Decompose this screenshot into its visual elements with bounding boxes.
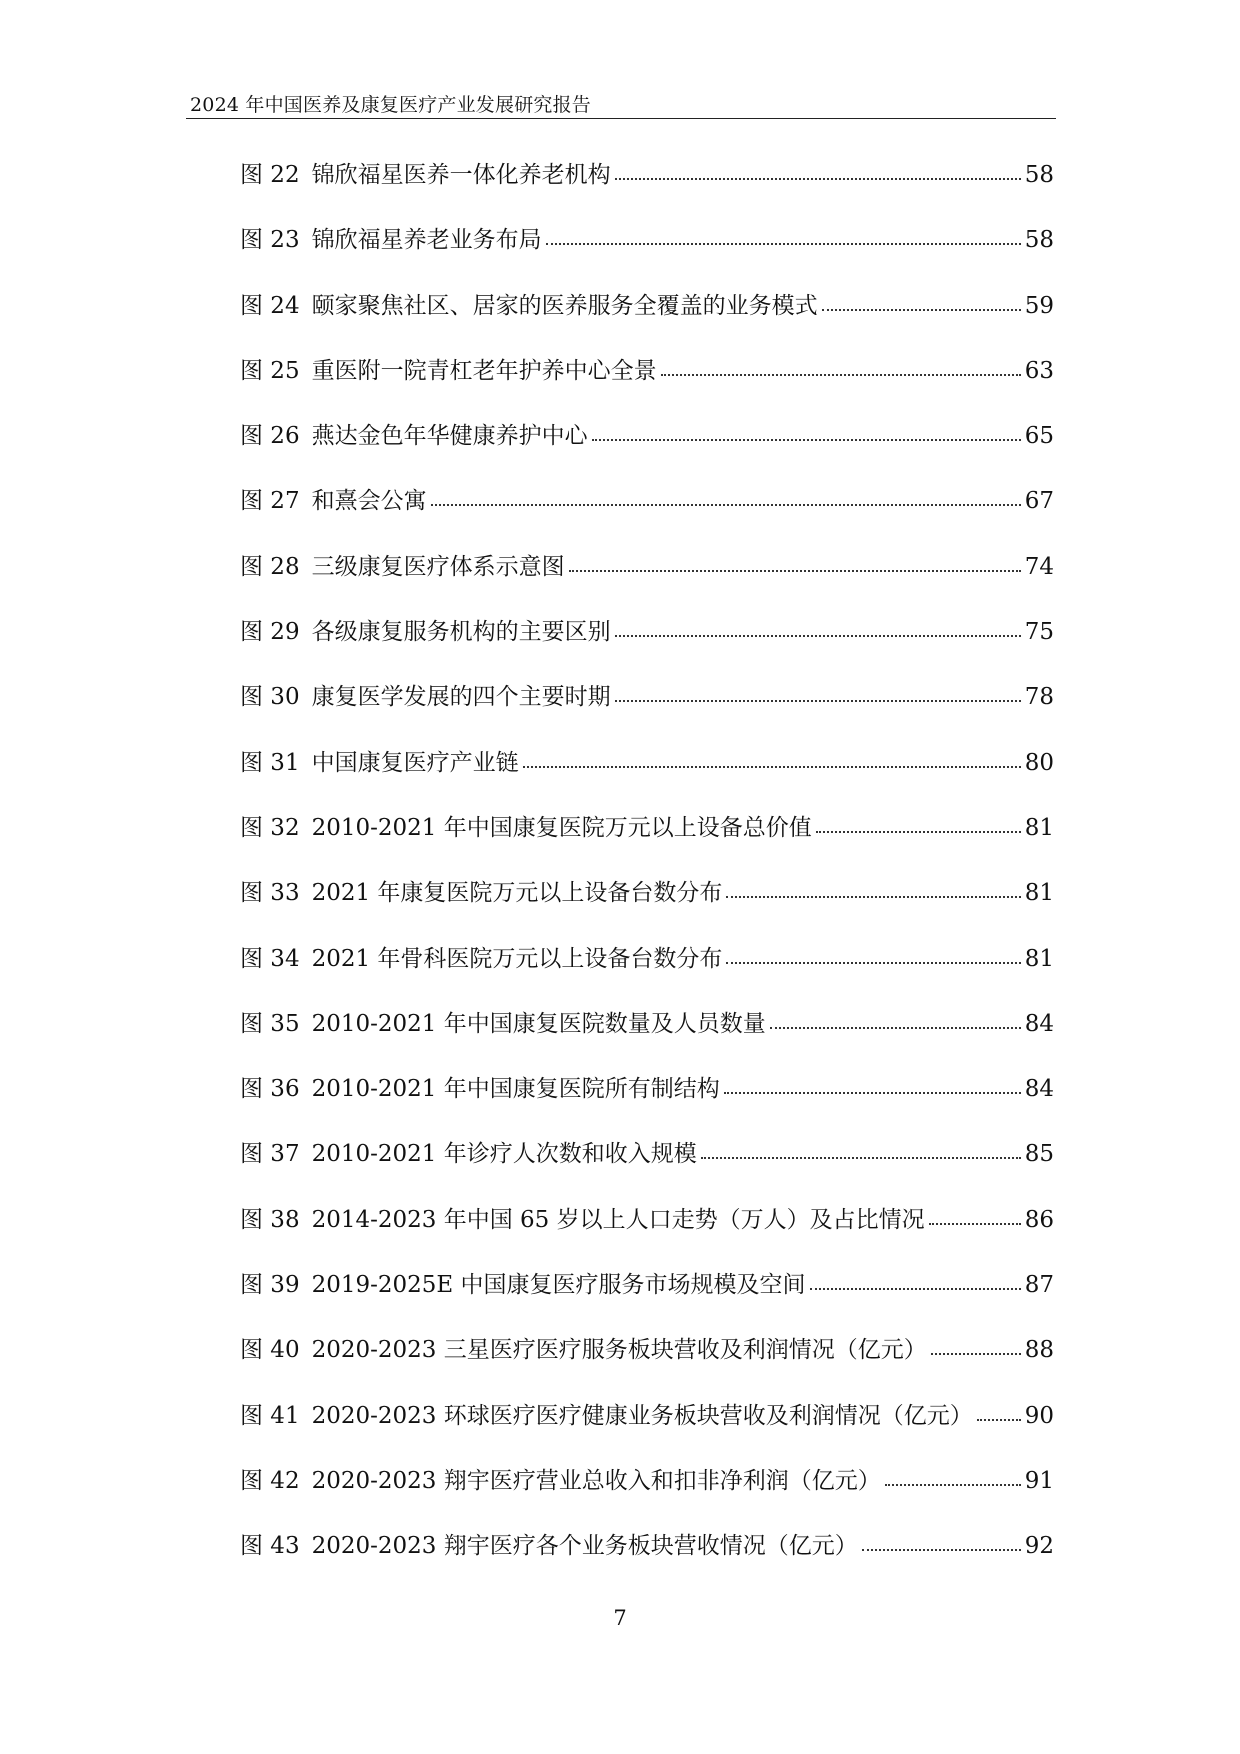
toc-entry-page: 85 — [1024, 1141, 1054, 1168]
toc-entry-label: 图 22 — [240, 162, 300, 188]
toc-entry-page: 75 — [1024, 619, 1054, 646]
toc-entry-label: 图 41 — [240, 1402, 300, 1429]
toc-entry-page: 58 — [1024, 162, 1054, 188]
toc-entry-title: 各级康复服务机构的主要区别 — [311, 619, 611, 646]
dot-leader — [724, 1092, 1021, 1094]
dot-leader — [569, 570, 1021, 572]
toc-entry-label: 图 39 — [240, 1272, 300, 1299]
toc-entry-label: 图 43 — [240, 1533, 300, 1560]
toc-entry-title: 三级康复医疗体系示意图 — [311, 553, 565, 580]
dot-leader — [885, 1484, 1021, 1486]
toc-entry[interactable] — [240, 744, 1054, 809]
toc-entry-label: 图 36 — [240, 1076, 300, 1103]
toc-entry-label: 图 26 — [240, 423, 300, 450]
toc-entry-label: 图 23 — [240, 227, 300, 254]
dot-leader — [929, 1223, 1021, 1225]
toc-entry-page: 59 — [1024, 292, 1054, 319]
toc-entry-label: 图 42 — [240, 1467, 300, 1494]
toc-entry[interactable] — [240, 156, 1054, 221]
toc-entry-page: 84 — [1024, 1076, 1054, 1103]
toc-entry[interactable] — [240, 1462, 1054, 1527]
dot-leader — [615, 700, 1021, 702]
toc-entry[interactable] — [240, 1070, 1054, 1135]
toc-entry-title: 和熹会公寓 — [311, 488, 427, 515]
dot-leader — [862, 1549, 1021, 1551]
toc-entry-label: 图 25 — [240, 357, 300, 384]
toc-entry-page: 92 — [1024, 1533, 1054, 1560]
toc-entry[interactable] — [240, 613, 1054, 678]
toc-entry-page: 63 — [1024, 357, 1054, 384]
page-header — [186, 84, 1056, 119]
toc-entry-title: 2010-2021 年中国康复医院万元以上设备总价值 — [311, 814, 812, 841]
toc-entry[interactable] — [240, 1331, 1054, 1396]
toc-entry[interactable] — [240, 1005, 1054, 1070]
toc-entry-title: 2020-2023 翔宇医疗营业总收入和扣非净利润（亿元） — [311, 1467, 881, 1494]
toc-entry-label: 图 24 — [240, 292, 300, 319]
toc-entry-title: 锦欣福星养老业务布局 — [311, 227, 542, 254]
toc-entry-page: 90 — [1024, 1402, 1054, 1429]
toc-entry[interactable] — [240, 1266, 1054, 1331]
toc-entry-title: 2021 年康复医院万元以上设备台数分布 — [311, 880, 723, 907]
dot-leader — [523, 766, 1021, 768]
dot-leader — [977, 1419, 1021, 1421]
toc-entry-page: 74 — [1024, 553, 1054, 580]
toc-entry-title: 燕达金色年华健康养护中心 — [311, 423, 588, 450]
toc-entry-page: 84 — [1024, 1010, 1054, 1037]
toc-entry[interactable] — [240, 874, 1054, 939]
toc-entry-label: 图 37 — [240, 1141, 300, 1168]
toc-entry[interactable] — [240, 548, 1054, 613]
toc-entry-page: 78 — [1024, 684, 1054, 711]
toc-entry-page: 80 — [1024, 749, 1054, 776]
toc-entry-label: 图 27 — [240, 488, 300, 515]
toc-entry-page: 81 — [1024, 945, 1054, 972]
toc-entry-title: 2010-2021 年中国康复医院所有制结构 — [311, 1076, 720, 1103]
toc-entry-title: 2014-2023 年中国 65 岁以上人口走势（万人）及占比情况 — [311, 1206, 925, 1233]
toc-entry-title: 2010-2021 年诊疗人次数和收入规模 — [311, 1141, 697, 1168]
dot-leader — [661, 374, 1021, 376]
toc-entry-title: 2010-2021 年中国康复医院数量及人员数量 — [311, 1010, 766, 1037]
toc-entry-label: 图 28 — [240, 553, 300, 580]
dot-leader — [431, 504, 1021, 506]
dot-leader — [770, 1027, 1021, 1029]
toc-entry[interactable] — [240, 809, 1054, 874]
dot-leader — [810, 1288, 1021, 1290]
page-number: 7 — [613, 1606, 627, 1630]
dot-leader — [615, 635, 1021, 637]
toc-entry-title: 重医附一院青杠老年护养中心全景 — [311, 357, 657, 384]
toc-entry[interactable] — [240, 1527, 1054, 1592]
toc-entry[interactable] — [240, 352, 1054, 417]
toc-entry-title: 颐家聚焦社区、居家的医养服务全覆盖的业务模式 — [311, 292, 818, 319]
dot-leader — [726, 962, 1020, 964]
toc-entry-label: 图 35 — [240, 1010, 300, 1037]
dot-leader — [701, 1157, 1021, 1159]
toc-entry-title: 2020-2023 三星医疗医疗服务板块营收及利润情况（亿元） — [311, 1337, 927, 1364]
dot-leader — [615, 178, 1021, 180]
toc-entry-title: 2020-2023 环球医疗医疗健康业务板块营收及利润情况（亿元） — [311, 1402, 973, 1429]
toc-entry-label: 图 38 — [240, 1206, 300, 1233]
toc-entry-page: 87 — [1024, 1272, 1054, 1299]
toc-entry-label: 图 34 — [240, 945, 300, 972]
toc-entry[interactable] — [240, 678, 1054, 743]
toc-entry-title: 2021 年骨科医院万元以上设备台数分布 — [311, 945, 723, 972]
dot-leader — [822, 309, 1021, 311]
toc-entry[interactable] — [240, 221, 1054, 286]
toc-entry[interactable] — [240, 1397, 1054, 1462]
dot-leader — [816, 831, 1021, 833]
report-title: 2024 年中国医养及康复医疗产业发展研究报告 — [190, 94, 591, 116]
toc-entry-page: 67 — [1024, 488, 1054, 515]
toc-entry-label: 图 40 — [240, 1337, 300, 1364]
toc-entry-title: 2020-2023 翔宇医疗各个业务板块营收情况（亿元） — [311, 1533, 858, 1560]
toc-entry-page: 58 — [1024, 227, 1054, 254]
toc-entry[interactable] — [240, 417, 1054, 482]
toc-entry-page: 65 — [1024, 423, 1054, 450]
toc-entry-title: 中国康复医疗产业链 — [311, 749, 519, 776]
toc-entry-title: 锦欣福星医养一体化养老机构 — [311, 162, 611, 188]
toc-entry-page: 86 — [1024, 1206, 1054, 1233]
toc-entry-page: 88 — [1024, 1337, 1054, 1364]
toc-entry-label: 图 31 — [240, 749, 300, 776]
toc-entry-label: 图 29 — [240, 619, 300, 646]
toc-entry-page: 81 — [1024, 814, 1054, 841]
toc-entry-label: 图 32 — [240, 814, 300, 841]
toc-entry-title: 2019-2025E 中国康复医疗服务市场规模及空间 — [311, 1272, 806, 1299]
toc-entry[interactable] — [240, 482, 1054, 547]
dot-leader — [592, 439, 1021, 441]
toc-entry-label: 图 30 — [240, 684, 300, 711]
toc-entry[interactable] — [240, 287, 1054, 352]
dot-leader — [726, 896, 1020, 898]
dot-leader — [546, 243, 1021, 245]
toc-entry-label: 图 33 — [240, 880, 300, 907]
dot-leader — [931, 1353, 1021, 1355]
toc-entry[interactable] — [240, 940, 1054, 1005]
figure-list — [240, 156, 1054, 1593]
toc-entry-title: 康复医学发展的四个主要时期 — [311, 684, 611, 711]
toc-entry[interactable] — [240, 1201, 1054, 1266]
toc-entry[interactable] — [240, 1135, 1054, 1200]
toc-entry-page: 91 — [1024, 1467, 1054, 1494]
toc-entry-page: 81 — [1024, 880, 1054, 907]
